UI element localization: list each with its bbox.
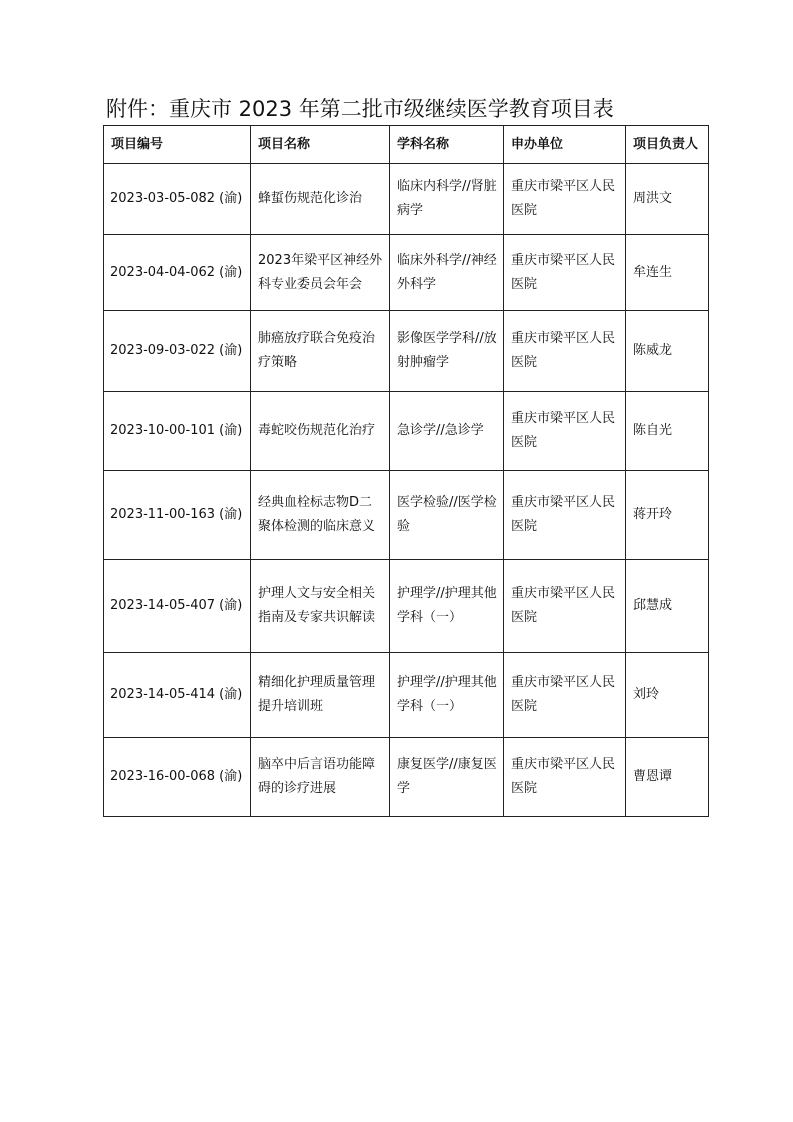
header-project-lead: 项目负责人	[626, 126, 709, 164]
cell-project-name: 蜂蜇伤规范化诊治	[251, 164, 390, 235]
cell-project-lead: 周洪文	[626, 164, 709, 235]
table-row	[104, 471, 709, 560]
cell-organizer: 重庆市梁平区人民医院	[504, 653, 626, 738]
cell-discipline: 急诊学//急诊学	[390, 392, 504, 471]
cell-project-code: 2023-14-05-414 (渝)	[104, 653, 251, 738]
cell-project-lead: 邱慧成	[626, 560, 709, 653]
cell-discipline: 护理学//护理其他学科（一）	[390, 560, 504, 653]
table-row	[104, 311, 709, 392]
cell-organizer: 重庆市梁平区人民医院	[504, 235, 626, 311]
table-row	[104, 560, 709, 653]
cell-project-name: 肺癌放疗联合免疫治疗策略	[251, 311, 390, 392]
cell-project-code: 2023-14-05-407 (渝)	[104, 560, 251, 653]
project-table	[103, 125, 709, 817]
page-title: 附件：重庆市 2023 年第二批市级继续医学教育项目表	[106, 97, 614, 121]
cell-discipline: 临床外科学//神经外科学	[390, 235, 504, 311]
cell-project-code: 2023-09-03-022 (渝)	[104, 311, 251, 392]
header-discipline: 学科名称	[390, 126, 504, 164]
cell-organizer: 重庆市梁平区人民医院	[504, 392, 626, 471]
cell-discipline: 护理学//护理其他学科（一）	[390, 653, 504, 738]
header-project-name: 项目名称	[251, 126, 390, 164]
cell-project-lead: 曹恩谭	[626, 738, 709, 817]
cell-discipline: 影像医学学科//放射肿瘤学	[390, 311, 504, 392]
table-header-row	[104, 126, 709, 164]
cell-organizer: 重庆市梁平区人民医院	[504, 164, 626, 235]
cell-project-name: 护理人文与安全相关指南及专家共识解读	[251, 560, 390, 653]
header-organizer: 申办单位	[504, 126, 626, 164]
cell-project-lead: 陈自光	[626, 392, 709, 471]
cell-organizer: 重庆市梁平区人民医院	[504, 311, 626, 392]
cell-project-lead: 刘玲	[626, 653, 709, 738]
cell-organizer: 重庆市梁平区人民医院	[504, 471, 626, 560]
table-row	[104, 392, 709, 471]
cell-discipline: 康复医学//康复医学	[390, 738, 504, 817]
cell-project-name: 毒蛇咬伤规范化治疗	[251, 392, 390, 471]
cell-organizer: 重庆市梁平区人民医院	[504, 560, 626, 653]
cell-project-lead: 牟连生	[626, 235, 709, 311]
table-row	[104, 653, 709, 738]
cell-project-code: 2023-11-00-163 (渝)	[104, 471, 251, 560]
cell-project-lead: 蒋开玲	[626, 471, 709, 560]
cell-project-code: 2023-10-00-101 (渝)	[104, 392, 251, 471]
cell-project-name: 精细化护理质量管理提升培训班	[251, 653, 390, 738]
cell-discipline: 医学检验//医学检验	[390, 471, 504, 560]
cell-project-name: 经典血栓标志物D二聚体检测的临床意义	[251, 471, 390, 560]
cell-project-name: 脑卒中后言语功能障碍的诊疗进展	[251, 738, 390, 817]
cell-discipline: 临床内科学//肾脏病学	[390, 164, 504, 235]
table-row	[104, 235, 709, 311]
cell-project-code: 2023-04-04-062 (渝)	[104, 235, 251, 311]
table-row	[104, 164, 709, 235]
header-project-code: 项目编号	[104, 126, 251, 164]
cell-project-lead: 陈威龙	[626, 311, 709, 392]
table-row	[104, 738, 709, 817]
cell-project-code: 2023-03-05-082 (渝)	[104, 164, 251, 235]
cell-organizer: 重庆市梁平区人民医院	[504, 738, 626, 817]
cell-project-code: 2023-16-00-068 (渝)	[104, 738, 251, 817]
cell-project-name: 2023年梁平区神经外科专业委员会年会	[251, 235, 390, 311]
